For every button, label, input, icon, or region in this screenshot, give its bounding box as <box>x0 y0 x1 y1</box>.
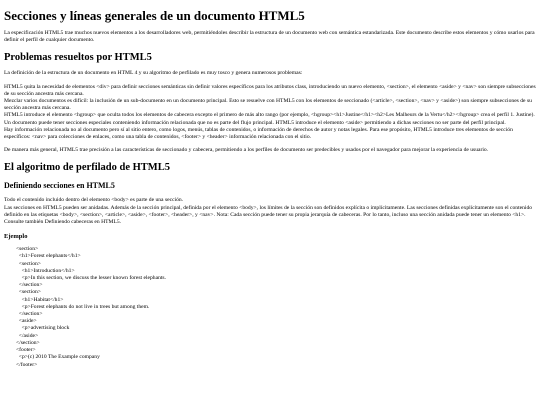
code-line: <section> <box>16 246 39 253</box>
code-line: <aside> <box>16 318 37 325</box>
page-title: Secciones y líneas generales de un documento HTML5 <box>4 8 305 23</box>
code-line: </section> <box>16 311 43 318</box>
code-line: </section> <box>16 282 43 289</box>
algorithm-text <box>4 197 536 226</box>
problems-list <box>4 84 536 142</box>
problem-item: HTML5 quita la necesidad de elementos <div> para definir secciones semánticas sin definir valores específicos para los atributos class, introduciendo un nuevo elemento, <section>, el elemento <aside> y <nav> son siempre subsecciones de su sección ancestra más cercana. <box>4 83 536 97</box>
code-line: </section> <box>16 339 40 346</box>
code-example <box>16 246 536 368</box>
section-heading-algorithm: El algoritmo de perfilado de HTML5 <box>4 162 170 174</box>
algorithm-line: Las secciones en HTML5 pueden ser anidadas. Además de la sección principal, definida por el elemento <body>, los límites de la sección son definidos explícita o implícitamente. Las secciones definidas explícitamente son el contenido definido en las etiquetas <body>, <section>, <article>, <aside>, <footer>, <header>, y <nav>. Nota: Cada sección puede tener su propia jerarquía de cabeceras. Por lo tanto, incluso una sección anidada puede tener un elemento <h1>. Consulte también Definiendo cabeceras en HTML5. <box>4 204 533 226</box>
subsection-heading-defining: Definiendo secciones en HTML5 <box>4 181 115 191</box>
code-line: <p>(c) 2010 The Example company <box>16 354 100 361</box>
algorithm-line: Todo el contenido incluido dentro del elemento <body> es parte de una sección. <box>4 197 184 204</box>
intro-paragraph: La especificación HTML5 trae muchos nuevos elementos a los desarrolladores web, permitiéndoles describir la estructura de un documento web con semántica estandarizada. Este documento describe estos elementos y cómo usarlos para definir el perfil de cualquier documento. <box>4 30 535 44</box>
problem-item: HTML5 introduce el elemento <hgroup> que oculta todos los elementos de cabecera excepto el primero de más alto rango (por ejemplo, <hgroup><h1>Justine</h1><h2>Les Malheurs de la Vertu</h2></hgroup> crea el perfil 1. Justine). <box>4 112 535 119</box>
problems-conclusion: De manera más general, HTML5 trae precisión a las características de seccionado y cabecera, permitiendo a los perfiles de documento ser predecibles y usados por el navegador para mejorar la experiencia de usuario. <box>4 147 489 154</box>
code-line: <p>Forest elephants do not live in trees but among them. <box>16 303 150 310</box>
section-heading-problems: Problemas resueltos por HTML5 <box>4 52 152 64</box>
code-line: <section> <box>16 289 41 296</box>
problem-item: Un documento puede tener secciones especiales conteniendo información relacionada que no es parte del flujo principal. HTML5 introduce el elemento <aside> permitiendo a dichas secciones no ser parte del perfil principal. <box>4 119 506 126</box>
code-line: <h1>Introduction</h1> <box>16 267 75 274</box>
problems-lead: La definición de la estructura de un documento en HTML 4 y su algoritmo de perfilado es muy tosco y genera numerosos problemas: <box>4 70 303 77</box>
code-line: </footer> <box>16 361 38 368</box>
code-line: <h1>Forest elephants</h1> <box>16 253 81 260</box>
code-line: <footer> <box>16 347 36 354</box>
code-line: <h1>Habitat</h1> <box>16 296 64 303</box>
code-line: </aside> <box>16 332 39 339</box>
code-line: <section> <box>16 260 41 267</box>
code-line: <p>In this section, we discuss the lesser known forest elephants. <box>16 275 167 282</box>
problem-item: Hay información relacionada no al documento pero sí al sitio entero, como logos, menús, tablas de contenidos, o información de derechos de autor y notas legales. Para ese propósito, HTML5 introduce tres elementos de sección específicos: <nav> para colecciones de enlaces, como una tabla de contenidos, <footer> y <header> información relacionada con el sitio. <box>4 126 513 141</box>
problem-item: Mezclar varios documentos es difícil: la inclusión de un sub-documento en un documento principal. Esto se resuelve con HTML5 con los elementos de seccionado (<article>, <section>, <nav> y <aside>) son siempre subsecciones de su sección ancestra más cercana. <box>4 98 532 112</box>
example-heading: Ejemplo <box>4 233 28 241</box>
code-line: <p>advertising block <box>16 325 70 332</box>
